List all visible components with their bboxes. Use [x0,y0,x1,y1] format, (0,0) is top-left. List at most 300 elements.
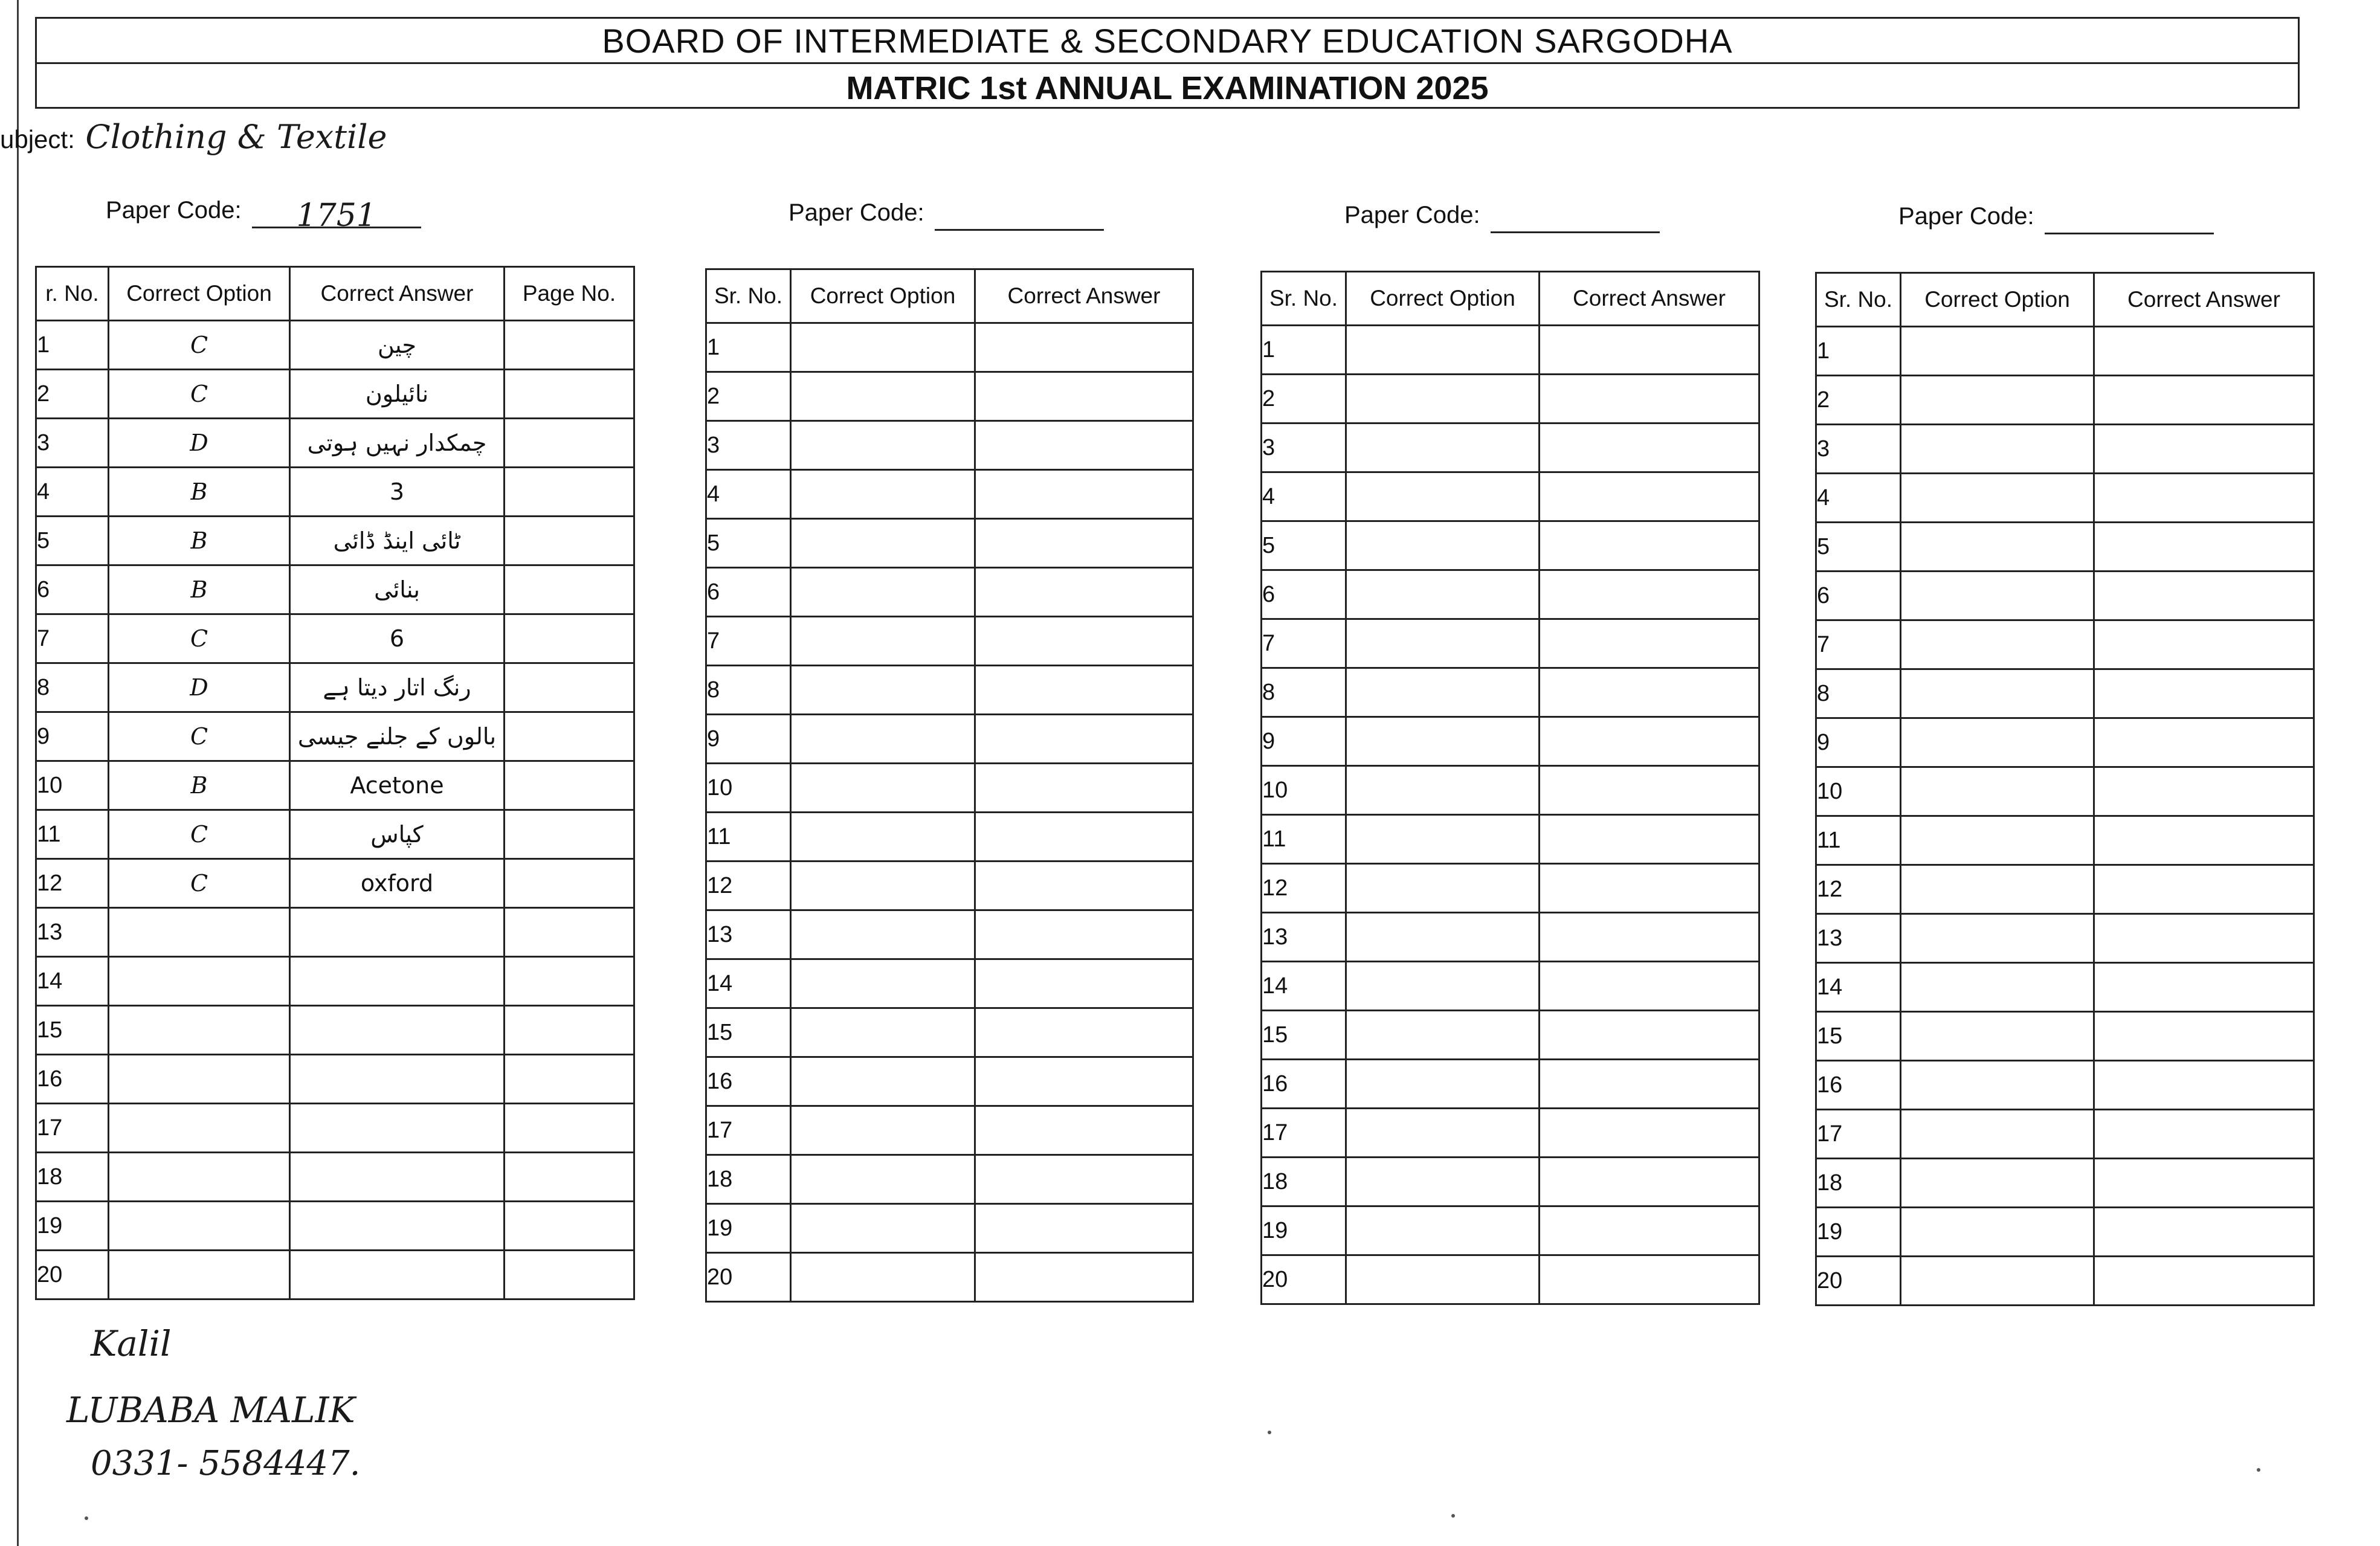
serial-number: 3 [1262,424,1346,472]
serial-number: 9 [36,712,109,761]
correct-option-cell [791,1106,975,1155]
correct-answer-cell [1540,1011,1759,1060]
table-row [1816,963,2314,1012]
table-row [1816,669,2314,718]
table-row [36,908,634,957]
serial-number: 8 [1816,669,1901,718]
table-row [36,1006,634,1055]
table-row [36,712,634,761]
table-row [706,1253,1193,1302]
correct-answer-cell [290,1251,505,1300]
correct-answer-cell [975,323,1193,372]
serial-number: 1 [706,323,791,372]
correct-option-cell [1346,375,1540,424]
correct-answer-cell [975,959,1193,1008]
table-row [36,370,634,419]
serial-number: 10 [36,761,109,810]
correct-answer-cell: بنائی [290,565,505,614]
table-row [1262,864,1759,913]
table-row [1262,1158,1759,1206]
serial-number: 6 [1816,572,1901,620]
correct-answer-cell: oxford [290,859,505,908]
serial-number: 11 [36,810,109,859]
table-header-row [36,267,634,321]
correct-answer-cell: رنگ اتار دیتا ہے [290,663,505,712]
table-row [706,959,1193,1008]
correct-option-cell [1346,1011,1540,1060]
table-row [1816,474,2314,523]
correct-option-cell [791,1204,975,1253]
correct-answer-cell [2094,1257,2314,1306]
serial-number: 1 [1262,326,1346,375]
column-header: Correct Option [1346,272,1540,326]
correct-option-cell [1901,914,2094,963]
correct-option-cell [1901,816,2094,865]
correct-option-cell [1346,326,1540,375]
serial-number: 9 [706,715,791,764]
page-number-cell [505,517,634,565]
correct-answer-cell: بالوں کے جلنے جیسی [290,712,505,761]
page-number-cell [505,1153,634,1202]
serial-number: 5 [1816,523,1901,572]
serial-number: 10 [1262,766,1346,815]
table-row [1816,572,2314,620]
correct-option-cell [1901,376,2094,425]
table-row [706,764,1193,813]
table-row [1816,327,2314,376]
subject-line [0,116,387,158]
column-header: r. No. [36,267,109,321]
table-row [36,1153,634,1202]
correct-option-cell [1346,619,1540,668]
correct-option-cell [791,715,975,764]
table-row [706,666,1193,715]
serial-number: 2 [1262,375,1346,424]
correct-answer-cell [2094,572,2314,620]
column-header: Correct Answer [1540,272,1759,326]
serial-number: 6 [706,568,791,617]
scan-speck [2257,1468,2260,1472]
correct-option-cell [1901,767,2094,816]
table-row [1262,375,1759,424]
correct-option-cell [791,959,975,1008]
serial-number: 19 [1262,1206,1346,1255]
paper-code-label: Paper Code: [788,199,924,226]
serial-number: 12 [1816,865,1901,914]
correct-answer-cell [975,666,1193,715]
correct-answer-cell [290,957,505,1006]
correct-answer-cell [1540,570,1759,619]
correct-option-cell [1346,1255,1540,1304]
correct-option-cell [1346,1206,1540,1255]
page-number-cell [505,1055,634,1104]
paper-code-field [1491,205,1660,233]
serial-number: 15 [36,1006,109,1055]
correct-option-cell [791,1008,975,1057]
table-row [706,617,1193,666]
serial-number: 5 [706,519,791,568]
correct-option-cell [1346,717,1540,766]
serial-number: 13 [706,910,791,959]
correct-answer-cell [1540,1255,1759,1304]
correct-answer-cell [975,862,1193,910]
paper-code-label: Paper Code: [1898,203,2034,230]
table-row [706,568,1193,617]
serial-number: 7 [1816,620,1901,669]
table-row [1262,619,1759,668]
correct-answer-cell [1540,864,1759,913]
correct-answer-cell [1540,1060,1759,1109]
correct-answer-cell: کپاس [290,810,505,859]
table-row [1262,472,1759,521]
table-row [706,1155,1193,1204]
serial-number: 13 [1262,913,1346,962]
serial-number: 11 [1262,815,1346,864]
correct-answer-cell [2094,1159,2314,1208]
correct-option-cell: C [109,810,290,859]
correct-option-cell [1901,572,2094,620]
correct-answer-cell [1540,815,1759,864]
column-header: Sr. No. [706,269,791,323]
table-row [1816,620,2314,669]
page-number-cell [505,321,634,370]
correct-option-cell [109,1006,290,1055]
serial-number: 17 [1816,1110,1901,1159]
page-number-cell [505,565,634,614]
correct-option-cell [1901,1061,2094,1110]
correct-answer-cell [2094,865,2314,914]
correct-option-cell [109,908,290,957]
serial-number: 14 [706,959,791,1008]
table-row [1816,523,2314,572]
serial-number: 18 [36,1153,109,1202]
page-number-cell [505,908,634,957]
correct-answer-cell [975,519,1193,568]
correct-answer-cell [975,1253,1193,1302]
table-row [1816,425,2314,474]
correct-answer-cell [1540,619,1759,668]
page-number-cell [505,761,634,810]
correct-option-cell [791,519,975,568]
column-header: Correct Answer [290,267,505,321]
serial-number: 4 [706,470,791,519]
answer-table-1 [35,266,635,1300]
correct-answer-cell [975,1204,1193,1253]
paper-code-field [2045,206,2214,234]
correct-option-cell [791,666,975,715]
table-row [1262,521,1759,570]
correct-option-cell [1346,424,1540,472]
correct-option-cell [1346,1158,1540,1206]
paper-code-label: Paper Code: [1344,202,1480,228]
table-row [36,565,634,614]
scan-speck [1268,1431,1271,1434]
table-row [706,323,1193,372]
serial-number: 12 [36,859,109,908]
correct-answer-cell [975,1008,1193,1057]
correct-option-cell [791,813,975,862]
correct-answer-cell [290,1006,505,1055]
scan-speck [1451,1514,1455,1518]
table-row [1816,914,2314,963]
serial-number: 19 [36,1202,109,1251]
column-header: Correct Answer [975,269,1193,323]
correct-option-cell: C [109,859,290,908]
serial-number: 1 [36,321,109,370]
table-row [1262,424,1759,472]
page-number-cell [505,1006,634,1055]
table-row [1262,1109,1759,1158]
table-row [1816,1110,2314,1159]
serial-number: 2 [36,370,109,419]
serial-number: 7 [706,617,791,666]
serial-number: 13 [1816,914,1901,963]
correct-answer-cell: 6 [290,614,505,663]
serial-number: 18 [1262,1158,1346,1206]
correct-option-cell [791,323,975,372]
correct-answer-cell [290,1202,505,1251]
serial-number: 4 [1816,474,1901,523]
table-row [36,321,634,370]
table-row [1816,865,2314,914]
table-row [1262,717,1759,766]
serial-number: 20 [1816,1257,1901,1306]
correct-option-cell [109,1104,290,1153]
correct-answer-cell [1540,913,1759,962]
serial-number: 14 [1262,962,1346,1011]
page-number-cell [505,859,634,908]
table-row [36,419,634,468]
paper-code-field [252,198,421,234]
exam-header [35,17,2300,109]
correct-answer-cell [2094,1061,2314,1110]
correct-answer-cell [1540,962,1759,1011]
correct-answer-cell [2094,718,2314,767]
correct-answer-cell [975,1155,1193,1204]
table-row [36,1104,634,1153]
answer-table-3 [1260,271,1760,1305]
serial-number: 13 [36,908,109,957]
table-row [1262,1255,1759,1304]
serial-number: 8 [706,666,791,715]
correct-answer-cell: نائیلون [290,370,505,419]
serial-number: 20 [706,1253,791,1302]
serial-number: 16 [36,1055,109,1104]
serial-number: 5 [1262,521,1346,570]
table-row [1816,1012,2314,1061]
correct-answer-cell [1540,375,1759,424]
serial-number: 14 [1816,963,1901,1012]
correct-answer-cell [975,470,1193,519]
table-row [1262,766,1759,815]
correct-answer-cell [2094,474,2314,523]
correct-option-cell [791,1253,975,1302]
serial-number: 9 [1816,718,1901,767]
page-number-cell [505,1104,634,1153]
correct-option-cell [1346,668,1540,717]
table-row [706,519,1193,568]
serial-number: 11 [706,813,791,862]
correct-option-cell [791,568,975,617]
correct-answer-cell [290,1153,505,1202]
table-row [706,470,1193,519]
correct-option-cell [1901,1012,2094,1061]
table-row [1262,326,1759,375]
correct-answer-cell [1540,521,1759,570]
correct-answer-cell: 3 [290,468,505,517]
correct-answer-cell [975,813,1193,862]
correct-option-cell [791,1057,975,1106]
correct-option-cell [1901,865,2094,914]
correct-option-cell [1901,963,2094,1012]
correct-answer-cell [1540,1109,1759,1158]
paper-code-4 [1898,198,2214,234]
serial-number: 10 [706,764,791,813]
serial-number: 10 [1816,767,1901,816]
page-number-cell [505,370,634,419]
serial-number: 6 [1262,570,1346,619]
serial-number: 4 [36,468,109,517]
correct-option-cell [1346,1109,1540,1158]
table-row [1816,718,2314,767]
correct-option-cell [791,421,975,470]
correct-answer-cell [975,421,1193,470]
correct-option-cell [1346,766,1540,815]
serial-number: 20 [36,1251,109,1300]
table-row [36,1202,634,1251]
correct-answer-cell [1540,472,1759,521]
table-row [1816,816,2314,865]
correct-option-cell [109,1251,290,1300]
page-number-cell [505,468,634,517]
serial-number: 19 [706,1204,791,1253]
table-row [1262,1060,1759,1109]
scan-left-edge [17,0,19,1546]
answer-table-4 [1815,272,2315,1306]
column-header: Correct Option [791,269,975,323]
serial-number: 11 [1816,816,1901,865]
paper-code-3 [1344,197,1660,233]
serial-number: 8 [1262,668,1346,717]
table-row [36,957,634,1006]
correct-option-cell [1901,718,2094,767]
column-header: Correct Answer [2094,273,2314,327]
table-row [36,761,634,810]
table-row [36,1251,634,1300]
serial-number: 3 [706,421,791,470]
table-row [1262,913,1759,962]
correct-answer-cell [975,764,1193,813]
table-row [1262,1011,1759,1060]
page-number-cell [505,957,634,1006]
correct-option-cell [1901,620,2094,669]
correct-option-cell [791,862,975,910]
correct-option-cell: B [109,468,290,517]
serial-number: 20 [1262,1255,1346,1304]
table-row [706,1204,1193,1253]
correct-answer-cell [1540,1158,1759,1206]
correct-option-cell [1901,425,2094,474]
serial-number: 8 [36,663,109,712]
paper-code-field [935,202,1104,231]
correct-option-cell: D [109,663,290,712]
correct-answer-cell [2094,669,2314,718]
correct-option-cell [1346,864,1540,913]
correct-answer-cell: Acetone [290,761,505,810]
correct-option-cell [1901,1159,2094,1208]
correct-answer-cell [2094,620,2314,669]
correct-option-cell [791,372,975,421]
table-row [1816,1257,2314,1306]
correct-option-cell: B [109,761,290,810]
correct-answer-cell [1540,1206,1759,1255]
table-row [1816,1208,2314,1257]
serial-number: 15 [706,1008,791,1057]
correct-option-cell [1901,327,2094,376]
correct-answer-cell [975,1057,1193,1106]
table-header-row [706,269,1193,323]
serial-number: 7 [36,614,109,663]
page-number-cell [505,1251,634,1300]
table-row [706,1106,1193,1155]
table-row [1262,962,1759,1011]
correct-answer-cell [975,910,1193,959]
serial-number: 19 [1816,1208,1901,1257]
correct-option-cell [109,1153,290,1202]
correct-option-cell: C [109,321,290,370]
correct-answer-cell [1540,717,1759,766]
correct-answer-cell [2094,1110,2314,1159]
correct-answer-cell [2094,523,2314,572]
table-header-row [1816,273,2314,327]
table-row [706,910,1193,959]
correct-option-cell [1346,570,1540,619]
correct-answer-cell [2094,914,2314,963]
table-row [706,862,1193,910]
signature-phone: 0331- 5584447. [91,1444,361,1483]
correct-option-cell [791,910,975,959]
table-row [706,813,1193,862]
correct-option-cell [1901,669,2094,718]
correct-answer-cell [1540,326,1759,375]
correct-answer-cell [975,617,1193,666]
correct-answer-cell: ٹائی اینڈ ڈائی [290,517,505,565]
column-header: Page No. [505,267,634,321]
table-row [1816,1159,2314,1208]
correct-option-cell: C [109,370,290,419]
serial-number: 1 [1816,327,1901,376]
serial-number: 7 [1262,619,1346,668]
correct-answer-cell [975,568,1193,617]
paper-code-1 [106,192,421,234]
table-row [1262,815,1759,864]
correct-option-cell [791,1155,975,1204]
paper-code-label: Paper Code: [106,197,242,224]
table-row [36,663,634,712]
correct-answer-cell [2094,767,2314,816]
correct-answer-cell [290,908,505,957]
serial-number: 16 [706,1057,791,1106]
serial-number: 18 [1816,1159,1901,1208]
table-row [706,372,1193,421]
board-title: BOARD OF INTERMEDIATE & SECONDARY EDUCATION SARGODHA [602,22,1733,60]
serial-number: 16 [1262,1060,1346,1109]
table-row [36,859,634,908]
page-number-cell [505,712,634,761]
correct-option-cell: C [109,712,290,761]
signature-name: LUBABA MALIK [66,1390,355,1431]
table-row [36,810,634,859]
